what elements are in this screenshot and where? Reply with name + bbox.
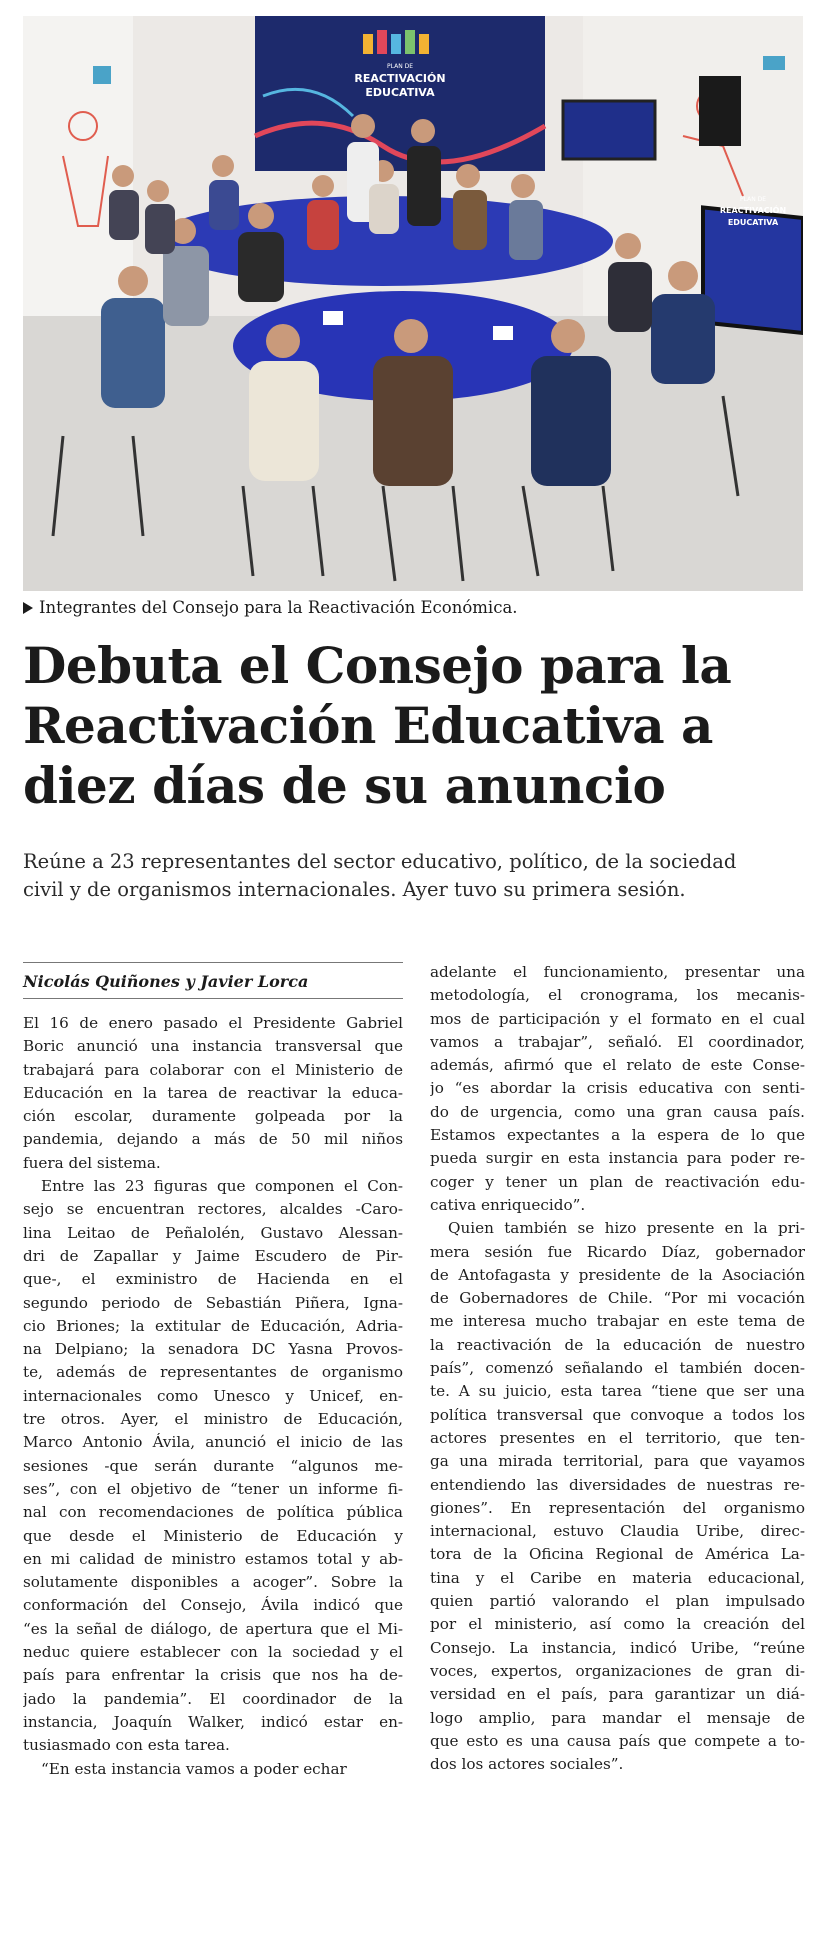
body-text-line: vamos a trabajar”, señaló. El coordinador, <box>430 1032 805 1051</box>
body-text-line: giones”. En representación del organismo <box>430 1498 805 1517</box>
body-text-line: cativa enriquecido”. <box>430 1195 586 1214</box>
deck-line: civil y de organismos internacionales. Ayer tuvo su primera sesión. <box>23 878 686 901</box>
body-text-line: de Antofagasta y presidente de la Asociación <box>430 1265 805 1284</box>
council-meeting-photo <box>23 16 803 591</box>
body-text-line: tora de la Oficina Regional de América La- <box>430 1545 805 1564</box>
body-text-line: que-, el exministro de Hacienda en el <box>23 1270 403 1289</box>
body-text-line: que desde el Ministerio de Educación y <box>23 1526 403 1545</box>
body-text-line: tina y el Caribe en materia educacional, <box>430 1568 805 1587</box>
body-text-line: neduc quiere establecer con la sociedad y el <box>23 1643 403 1662</box>
headline-line: Reactivación Educativa a <box>23 696 713 755</box>
body-text-line: coger y tener un plan de reactivación edu- <box>430 1172 805 1191</box>
body-text-line: política transversal que convoque a todos los <box>430 1405 805 1424</box>
body-text-line: do de urgencia, como una gran causa país. <box>430 1102 805 1121</box>
caption-text: Integrantes del Consejo para la Reactivación Económica. <box>39 598 518 617</box>
body-text-line: conformación del Consejo, Ávila indicó que <box>23 1596 403 1615</box>
body-text-line: Estamos expectantes a la espera de lo que <box>430 1126 805 1145</box>
body-text-line: nal con recomendaciones de política pública <box>23 1503 403 1522</box>
body-text-line: te, además de representantes de organismo <box>23 1363 403 1382</box>
right-column <box>430 961 805 1776</box>
body-text-line: sesiones -que serán durante “algunos me- <box>23 1456 403 1475</box>
banner-line-1: PLAN DE <box>386 63 414 70</box>
body-text-line: por el ministerio, así como la creación del <box>430 1615 805 1634</box>
headline-line: diez días de su anuncio <box>23 756 666 815</box>
body-text-line: internacionales como Unesco y Unicef, en- <box>23 1386 403 1405</box>
body-text-line: tusiasmado con esta tarea. <box>23 1736 230 1755</box>
body-text-line: pueda surgir en esta instancia para poder re- <box>430 1149 805 1168</box>
headline-line: Debuta el Consejo para la <box>23 636 732 695</box>
body-text-line: adelante el funcionamiento, presentar una <box>430 963 805 981</box>
headline <box>23 636 813 816</box>
tv-line-1: PLAN DE <box>739 196 767 203</box>
body-text-line: cio Briones; la extitular de Educación, Adria- <box>23 1316 403 1335</box>
photo-caption <box>23 596 803 620</box>
body-text-line: dos los actores sociales”. <box>430 1755 624 1774</box>
body-text-line: ga una mirada territorial, para que vayamos <box>430 1452 805 1471</box>
body-text-line: ses”, con el objetivo de “tener un informe fi- <box>23 1479 403 1498</box>
caption-triangle-icon <box>23 602 33 614</box>
body-text-line: mos de participación y el formato en el cual <box>430 1009 805 1028</box>
body-text-line: pandemia, dejando a más de 50 mil niños <box>23 1130 403 1149</box>
body-text-line: Boric anunció una instancia transversal que <box>23 1037 403 1056</box>
left-column <box>23 1012 403 1781</box>
body-text-line: Quien también se hizo presente en la pri- <box>448 1219 805 1238</box>
body-text-line: na Delpiano; la senadora DC Yasna Provos- <box>23 1340 403 1359</box>
body-text-line: logo amplio, para mandar el mensaje de <box>430 1708 805 1727</box>
body-text-line: además, afirmó que el relato de este Conse- <box>430 1056 805 1075</box>
byline-top-rule <box>23 962 403 963</box>
body-text-line: tre otros. Ayer, el ministro de Educación, <box>23 1410 403 1429</box>
body-text-line: “En esta instancia vamos a poder echar <box>41 1759 347 1778</box>
body-text-line: país para enfrentar la crisis que nos ha de- <box>23 1666 403 1685</box>
body-text-line: El 16 de enero pasado el Presidente Gabriel <box>23 1014 403 1032</box>
body-text-line: Entre las 23 figuras que componen el Con- <box>41 1177 403 1196</box>
body-text-line: sejo se encuentran rectores, alcaldes -Caro- <box>23 1200 403 1219</box>
tv-line-2: REACTIVACIÓN <box>719 206 787 215</box>
body-text-line: la reactivación de la educación de nuestro <box>430 1335 805 1354</box>
body-text-line: Educación en la tarea de reactivar la educa- <box>23 1083 403 1102</box>
body-text-line: instancia, Joaquín Walker, indicó estar en- <box>23 1712 403 1731</box>
body-text-line: te. A su juicio, esta tarea “tiene que ser una <box>430 1382 805 1401</box>
byline-bottom-rule <box>23 998 403 999</box>
body-text-line: jado la pandemia”. El coordinador de la <box>23 1689 403 1708</box>
body-text-line: solutamente disponibles a acoger”. Sobre la <box>23 1573 403 1592</box>
deck-line: Reúne a 23 representantes del sector educativo, político, de la sociedad <box>23 850 737 873</box>
body-text-line: Consejo. La instancia, indicó Uribe, “reúne <box>430 1638 805 1657</box>
byline: Nicolás Quiñones y Javier Lorca <box>23 972 309 991</box>
body-text-line: metodología, el cronograma, los mecanis- <box>430 986 805 1005</box>
body-text-line: actores presentes en el territorio, que ten- <box>430 1428 805 1447</box>
body-text-line: país”, comenzó señalando el también docen- <box>430 1359 805 1378</box>
body-text-line: entendiendo las diversidades de nuestras re- <box>430 1475 805 1494</box>
body-text-line: voces, expertos, organizaciones de gran di- <box>430 1661 805 1680</box>
banner-line-3: EDUCATIVA <box>365 86 435 99</box>
body-text-line: fuera del sistema. <box>23 1153 161 1172</box>
body-text-line: me interesa mucho trabajar en este tema de <box>430 1312 805 1331</box>
body-text-line: dri de Zapallar y Jaime Escudero de Pir- <box>23 1246 403 1265</box>
body-text-line: “es la señal de diálogo, de apertura que el Mi- <box>23 1619 403 1638</box>
body-text-line: que esto es una causa país que compete a to- <box>430 1731 805 1750</box>
body-text-line: ción escolar, duramente golpeada por la <box>23 1107 403 1126</box>
body-text-line: quien partió valorando el plan impulsado <box>430 1592 805 1611</box>
body-text-line: segundo periodo de Sebastián Piñera, Igna- <box>23 1293 403 1312</box>
body-text-line: jo “es abordar la crisis educativa con senti- <box>430 1079 805 1098</box>
body-text-line: mera sesión fue Ricardo Díaz, gobernador <box>430 1242 805 1261</box>
body-text-line: lina Leitao de Peñalolén, Gustavo Alessan- <box>23 1223 403 1242</box>
body-text-line: versidad en el país, para garantizar un diá- <box>430 1685 805 1704</box>
tv-line-3: EDUCATIVA <box>727 218 779 227</box>
body-text-line: internacional, estuvo Claudia Uribe, direc- <box>430 1522 805 1541</box>
body-text-line: de Gobernadores de Chile. “Por mi vocación <box>430 1289 805 1308</box>
banner-line-2: REACTIVACIÓN <box>354 72 446 85</box>
deck-summary <box>23 848 813 904</box>
body-text-line: trabajará para colaborar con el Ministerio de <box>23 1060 403 1079</box>
article-photo <box>23 16 803 591</box>
body-text-line: en mi calidad de ministro estamos total y ab- <box>23 1549 403 1568</box>
body-text-line: Marco Antonio Ávila, anunció el inicio de las <box>23 1433 403 1452</box>
